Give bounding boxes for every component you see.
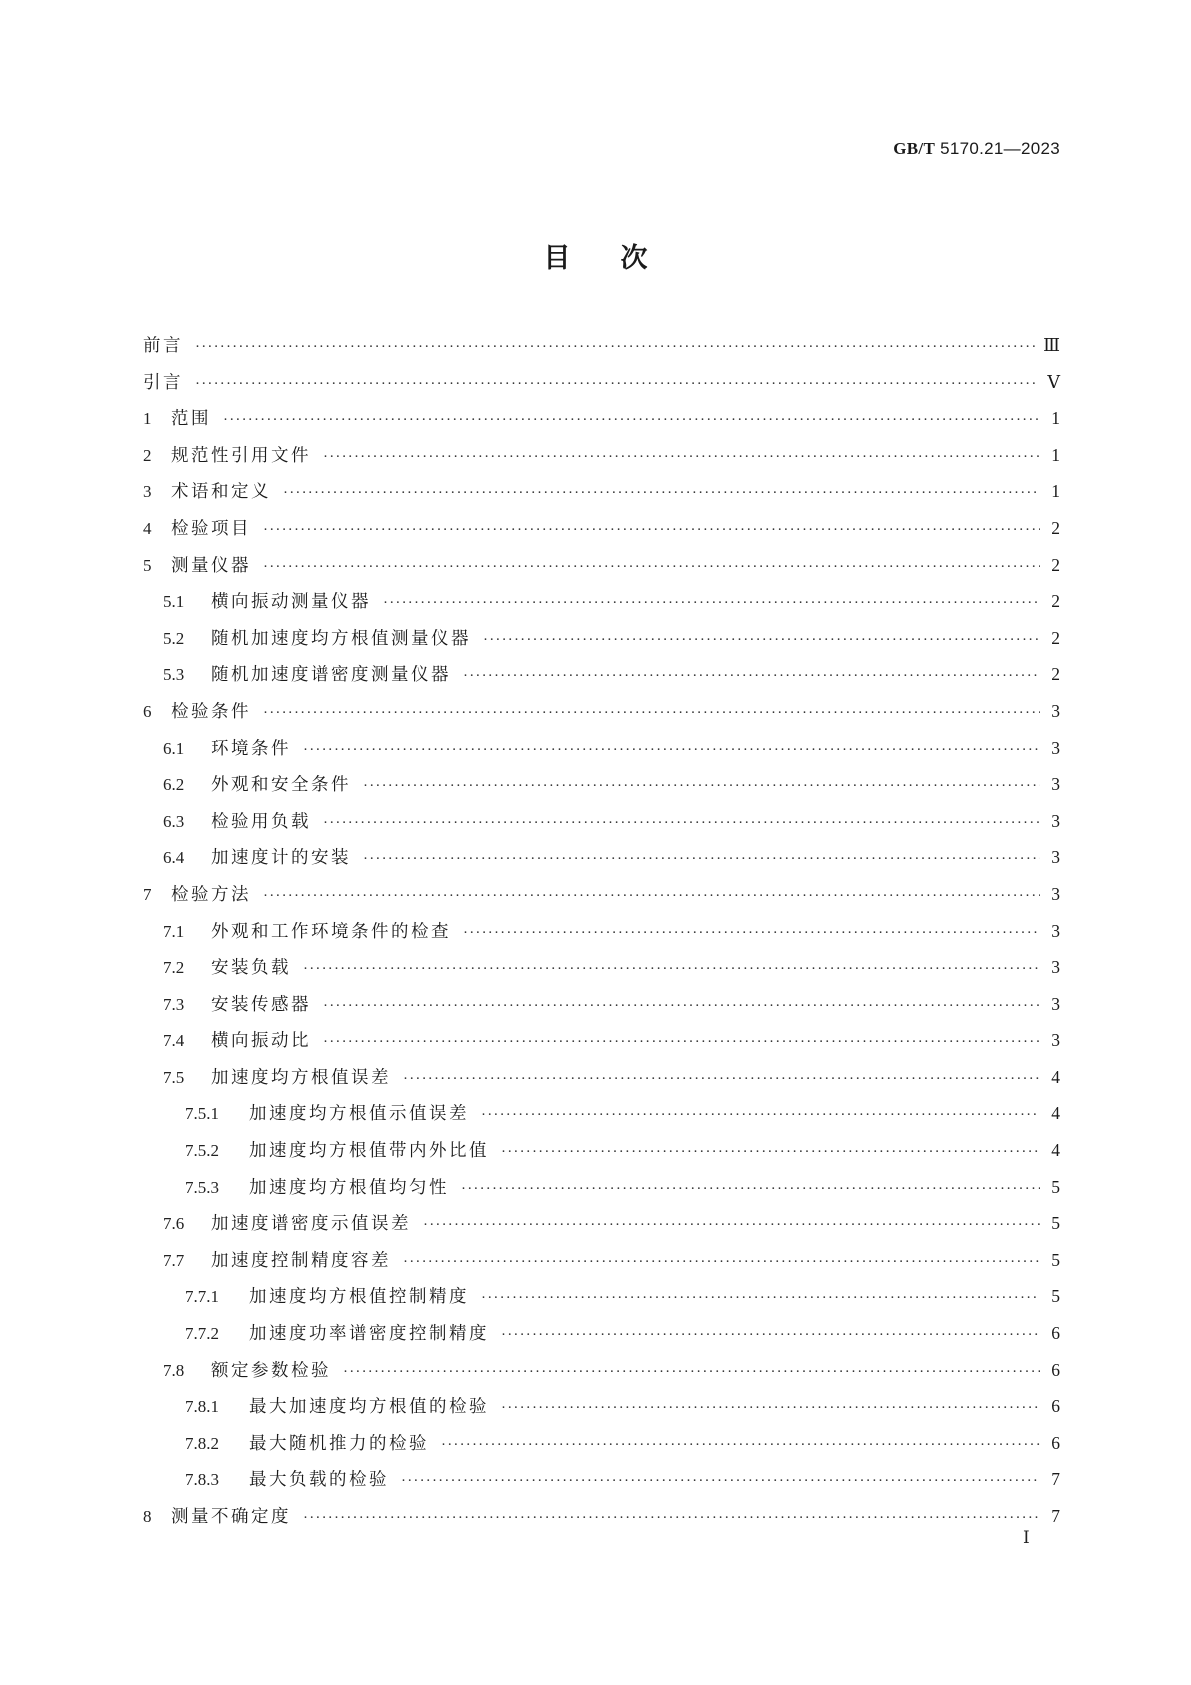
toc-entry-label: 加速度均方根值带内外比值 xyxy=(249,1141,489,1162)
toc-entry[interactable] xyxy=(143,736,1060,773)
toc-entry-label: 加速度功率谱密度控制精度 xyxy=(249,1324,489,1345)
toc-entry-label: 环境条件 xyxy=(211,738,291,759)
toc-entry-label: 最大加速度均方根值的检验 xyxy=(249,1397,489,1418)
toc-entry-label: 安装负载 xyxy=(211,958,291,979)
toc-entry-number: 6.4 xyxy=(163,848,185,868)
toc-entry-label: 额定参数检验 xyxy=(211,1360,331,1381)
toc-entry-page: 3 xyxy=(1051,993,1060,1014)
toc-entry[interactable] xyxy=(143,333,1060,370)
toc-entry-number: 3 xyxy=(143,482,152,502)
toc-dot-leader xyxy=(481,1103,1040,1127)
toc-entry-label: 检验方法 xyxy=(171,884,251,905)
toc-dot-leader xyxy=(263,884,1040,908)
toc-dot-leader xyxy=(483,628,1040,652)
toc-dot-leader xyxy=(463,664,1040,688)
toc-entry[interactable] xyxy=(143,1321,1060,1358)
toc-entry-page: 3 xyxy=(1051,737,1060,758)
toc-entry-page: 3 xyxy=(1051,847,1060,868)
toc-entry-page: 2 xyxy=(1051,627,1060,648)
toc-entry-number: 1 xyxy=(143,409,152,429)
toc-entry[interactable] xyxy=(143,1248,1060,1285)
toc-entry-number: 5.3 xyxy=(163,665,185,685)
toc-entry-page: 4 xyxy=(1051,1140,1060,1161)
toc-dot-leader xyxy=(323,994,1040,1018)
toc-entry-label: 加速度均方根值误差 xyxy=(211,1067,391,1088)
toc-entry[interactable] xyxy=(143,772,1060,809)
toc-entry-page: 2 xyxy=(1051,664,1060,685)
toc-entry-number: 7.8.2 xyxy=(185,1433,219,1453)
toc-dot-leader xyxy=(463,921,1040,945)
toc-entry-page: 5 xyxy=(1051,1249,1060,1270)
toc-entry-number: 7.8 xyxy=(163,1360,185,1380)
toc-entry-label: 横向振动测量仪器 xyxy=(211,592,371,613)
toc-entry[interactable] xyxy=(143,992,1060,1029)
toc-entry-page: 3 xyxy=(1051,700,1060,721)
toc-entry-page: 6 xyxy=(1051,1359,1060,1380)
toc-entry-page: 3 xyxy=(1051,1030,1060,1051)
toc-dot-leader xyxy=(195,335,1035,359)
toc-entry-label: 外观和安全条件 xyxy=(211,775,351,796)
toc-entry-number: 7.7.1 xyxy=(185,1287,219,1307)
toc-dot-leader xyxy=(481,1286,1040,1310)
toc-entry-label: 最大随机推力的检验 xyxy=(249,1433,429,1454)
toc-dot-leader xyxy=(283,481,1040,505)
toc-entry[interactable] xyxy=(143,1028,1060,1065)
toc-dot-leader xyxy=(323,445,1040,469)
toc-dot-leader xyxy=(363,847,1040,871)
toc-entry-page: 6 xyxy=(1051,1323,1060,1344)
toc-dot-leader xyxy=(223,408,1040,432)
toc-entry-page: Ⅲ xyxy=(1043,335,1060,355)
toc-dot-leader xyxy=(401,1469,1040,1493)
toc-entry-label: 测量仪器 xyxy=(171,555,251,576)
toc-dot-leader xyxy=(343,1360,1040,1384)
toc-entry-number: 7.8.1 xyxy=(185,1397,219,1417)
toc-entry-label: 检验用负载 xyxy=(211,811,311,832)
page-folio: Ⅰ xyxy=(1023,1528,1030,1547)
toc-entry-number: 6.3 xyxy=(163,811,185,831)
toc-entry-label: 加速度均方根值示值误差 xyxy=(249,1104,469,1125)
toc-entry[interactable] xyxy=(143,1504,1060,1541)
toc-entry[interactable] xyxy=(143,1065,1060,1102)
toc-entry-label: 前言 xyxy=(143,336,183,356)
toc-entry-number: 7.5.2 xyxy=(185,1141,219,1161)
toc-entry-page: 6 xyxy=(1051,1432,1060,1453)
toc-entry[interactable] xyxy=(143,626,1060,663)
toc-entry-label: 术语和定义 xyxy=(171,482,271,503)
standard-code: 5170.21—2023 xyxy=(940,139,1060,158)
toc-entry-number: 7.8.3 xyxy=(185,1470,219,1490)
toc-entry-page: 5 xyxy=(1051,1286,1060,1307)
toc-entry-label: 检验条件 xyxy=(171,701,251,722)
toc-entry-label: 规范性引用文件 xyxy=(171,445,311,466)
toc-entry-number: 5.2 xyxy=(163,628,185,648)
toc-entry-number: 7.5 xyxy=(163,1067,185,1087)
toc-entry-label: 引言 xyxy=(143,372,183,393)
toc-entry-label: 随机加速度谱密度测量仪器 xyxy=(211,665,451,686)
toc-entry-page: Ⅴ xyxy=(1047,371,1060,392)
toc-entry-number: 5 xyxy=(143,555,152,575)
toc-entry-number: 7.2 xyxy=(163,958,185,978)
toc-dot-leader xyxy=(323,811,1040,835)
toc-entry-label: 加速度计的安装 xyxy=(211,848,351,869)
toc-entry-label: 加速度控制精度容差 xyxy=(211,1250,391,1271)
toc-dot-leader xyxy=(501,1396,1040,1420)
toc-entry[interactable] xyxy=(143,1394,1060,1431)
toc-entry-page: 3 xyxy=(1051,774,1060,795)
toc-entry-page: 3 xyxy=(1051,920,1060,941)
toc-entry-page: 7 xyxy=(1051,1469,1060,1490)
toc-entry[interactable] xyxy=(143,1358,1060,1395)
toc-entry-number: 6 xyxy=(143,701,152,721)
toc-entry-page: 2 xyxy=(1051,554,1060,575)
toc-dot-leader xyxy=(303,957,1040,981)
standard-number xyxy=(893,139,1060,159)
toc-entry-page: 3 xyxy=(1051,883,1060,904)
toc-dot-leader xyxy=(263,518,1040,542)
toc-entry-page: 4 xyxy=(1051,1103,1060,1124)
toc-entry-label: 加速度谱密度示值误差 xyxy=(211,1214,411,1235)
toc-entry-page: 2 xyxy=(1051,591,1060,612)
toc-entry-page: 4 xyxy=(1051,1066,1060,1087)
toc-entry-label: 测量不确定度 xyxy=(171,1507,291,1527)
toc-entry-number: 6.1 xyxy=(163,738,185,758)
toc-entry[interactable] xyxy=(143,1467,1060,1504)
toc-entry[interactable] xyxy=(143,370,1060,407)
toc-entry[interactable] xyxy=(143,516,1060,553)
standard-prefix: GB/T xyxy=(893,139,936,158)
toc-entry-label: 随机加速度均方根值测量仪器 xyxy=(211,628,471,649)
toc-entry[interactable] xyxy=(143,845,1060,882)
toc-entry-number: 4 xyxy=(143,518,152,538)
toc-dot-leader xyxy=(263,555,1040,579)
toc-dot-leader xyxy=(403,1067,1040,1091)
toc-entry[interactable] xyxy=(143,589,1060,626)
toc-entry[interactable] xyxy=(143,553,1060,590)
toc-entry-page: 3 xyxy=(1051,810,1060,831)
toc-entry-label: 加速度均方根值均匀性 xyxy=(249,1177,449,1198)
toc-dot-leader xyxy=(303,738,1040,762)
toc-entry-page: 1 xyxy=(1051,481,1060,502)
toc-dot-leader xyxy=(263,701,1040,725)
toc-entry[interactable] xyxy=(143,1431,1060,1468)
toc-entry[interactable] xyxy=(143,955,1060,992)
toc-entry-page: 5 xyxy=(1051,1176,1060,1197)
toc-entry-number: 7.7.2 xyxy=(185,1324,219,1344)
toc-entry[interactable] xyxy=(143,1175,1060,1212)
toc-entry-page: 6 xyxy=(1051,1396,1060,1417)
toc-entry-label: 安装传感器 xyxy=(211,994,311,1015)
toc-entry[interactable] xyxy=(143,1211,1060,1248)
toc-dot-leader xyxy=(501,1140,1040,1164)
toc-entry-label: 检验项目 xyxy=(171,518,251,539)
toc-entry-label: 横向振动比 xyxy=(211,1031,311,1052)
toc-entry-number: 6.2 xyxy=(163,775,185,795)
toc-dot-leader xyxy=(323,1030,1040,1054)
toc-entry[interactable] xyxy=(143,919,1060,956)
toc-entry[interactable] xyxy=(143,1101,1060,1138)
toc-entry-label: 加速度均方根值控制精度 xyxy=(249,1287,469,1308)
toc-entry-page: 1 xyxy=(1051,408,1060,429)
toc-dot-leader xyxy=(363,774,1040,798)
toc-dot-leader xyxy=(403,1250,1040,1274)
toc-entry[interactable] xyxy=(143,882,1060,919)
toc-entry[interactable] xyxy=(143,662,1060,699)
toc-entry-page: 7 xyxy=(1051,1506,1060,1526)
toc-entry-page: 2 xyxy=(1051,517,1060,538)
toc-entry-page: 5 xyxy=(1051,1213,1060,1234)
toc-dot-leader xyxy=(441,1433,1040,1457)
toc-entry-number: 2 xyxy=(143,445,152,465)
toc-dot-leader xyxy=(195,372,1039,396)
toc-entry[interactable] xyxy=(143,809,1060,846)
toc-entry-number: 7.6 xyxy=(163,1214,185,1234)
toc-entry-label: 范围 xyxy=(171,409,211,430)
toc-dot-leader xyxy=(303,1506,1040,1530)
toc-entry-number: 7.7 xyxy=(163,1250,185,1270)
toc-dot-leader xyxy=(501,1323,1040,1347)
table-of-contents xyxy=(143,333,1060,1541)
toc-entry-number: 7.5.1 xyxy=(185,1104,219,1124)
toc-entry-number: 7.4 xyxy=(163,1031,185,1051)
toc-dot-leader xyxy=(383,591,1040,615)
toc-entry-number: 8 xyxy=(143,1507,152,1526)
toc-entry-number: 7.3 xyxy=(163,994,185,1014)
toc-entry-page: 3 xyxy=(1051,957,1060,978)
toc-dot-leader xyxy=(423,1213,1040,1237)
toc-entry-number: 7.1 xyxy=(163,921,185,941)
toc-entry-number: 7.5.3 xyxy=(185,1177,219,1197)
toc-entry-page: 1 xyxy=(1051,444,1060,465)
toc-dot-leader xyxy=(461,1177,1040,1201)
toc-entry[interactable] xyxy=(143,479,1060,516)
toc-entry[interactable] xyxy=(143,443,1060,480)
toc-entry-number: 7 xyxy=(143,884,152,904)
page-title: 目次 xyxy=(543,243,698,274)
toc-entry[interactable] xyxy=(143,699,1060,736)
toc-entry-label: 最大负载的检验 xyxy=(249,1470,389,1491)
toc-entry-number: 5.1 xyxy=(163,592,185,612)
toc-entry-label: 外观和工作环境条件的检查 xyxy=(211,921,451,942)
toc-entry[interactable] xyxy=(143,1138,1060,1175)
toc-entry[interactable] xyxy=(143,1284,1060,1321)
toc-entry[interactable] xyxy=(143,406,1060,443)
